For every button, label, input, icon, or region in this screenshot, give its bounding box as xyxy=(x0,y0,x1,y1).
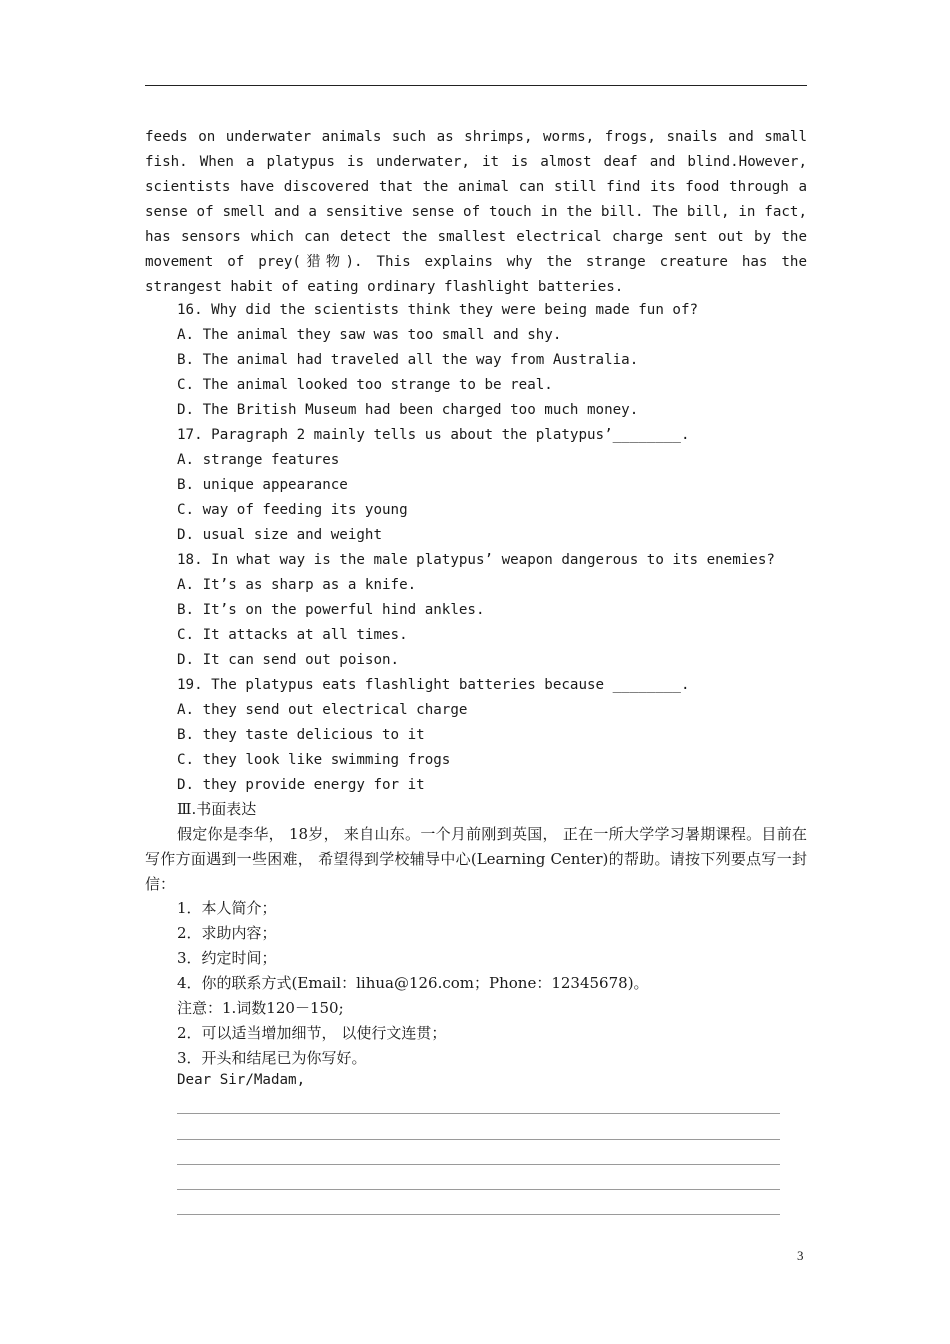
question-19-stem: 19. The platypus eats flashlight batteries because ________. xyxy=(177,677,690,693)
question-17-stem: 17. Paragraph 2 mainly tells us about the platypus’________. xyxy=(177,427,690,443)
question-16-option-b: B. The animal had traveled all the way from Australia. xyxy=(177,352,639,368)
answer-line[interactable] xyxy=(177,1139,780,1140)
question-17-option-a: A. strange features xyxy=(177,452,340,468)
question-19-option-c: C. they look like swimming frogs xyxy=(177,752,451,768)
answer-line[interactable] xyxy=(177,1113,780,1114)
writing-point-2: 2．求助内容； xyxy=(177,924,277,942)
passage-text: feeds on underwater animals such as shrimps, worms, frogs, snails and small fish. When a platypus is underwater, it is almost deaf and blind.However, scientists have discovered that the animal can still find its food through a sense of smell and a sensitive sense of touch in the bill. The bill, in fact, has sensors which can detect the smallest electrical charge sent out by the movement of prey(猎物). This explains why the strange creature has the strangest habit of eating ordinary flashlight batteries. xyxy=(145,129,807,295)
header-rule xyxy=(145,85,807,86)
question-19-option-d: D. they provide energy for it xyxy=(177,777,425,793)
question-19-option-a: A. they send out electrical charge xyxy=(177,702,468,718)
writing-point-3: 3．约定时间； xyxy=(177,949,277,967)
writing-point-1: 1．本人简介； xyxy=(177,899,277,917)
question-16-option-d: D. The British Museum had been charged too much money. xyxy=(177,402,639,418)
answer-line[interactable] xyxy=(177,1189,780,1190)
question-19-option-b: B. they taste delicious to it xyxy=(177,727,425,743)
writing-task xyxy=(145,822,807,897)
question-18-stem: 18. In what way is the male platypus’ weapon dangerous to its enemies? xyxy=(177,552,775,568)
question-17-option-d: D. usual size and weight xyxy=(177,527,382,543)
section-heading-writing: Ⅲ.书面表达 xyxy=(177,800,257,818)
question-16-stem: 16. Why did the scientists think they were being made fun of? xyxy=(177,302,699,318)
question-18-option-b: B. It’s on the powerful hind ankles. xyxy=(177,602,485,618)
question-17-option-b: B. unique appearance xyxy=(177,477,348,493)
answer-line[interactable] xyxy=(177,1214,780,1215)
reading-passage xyxy=(145,125,807,300)
writing-note-2: 2．可以适当增加细节， 以使行文连贯； xyxy=(177,1024,447,1042)
question-17-option-c: C. way of feeding its young xyxy=(177,502,408,518)
question-16-option-a: A. The animal they saw was too small and shy. xyxy=(177,327,562,343)
letter-greeting: Dear Sir/Madam, xyxy=(177,1072,306,1088)
question-18-option-d: D. It can send out poison. xyxy=(177,652,400,668)
page-number: 3 xyxy=(797,1248,804,1263)
question-18-option-c: C. It attacks at all times. xyxy=(177,627,408,643)
question-18-option-a: A. It’s as sharp as a knife. xyxy=(177,577,417,593)
writing-point-4: 4．你的联系方式(Email：lihua@126.com；Phone：12345678)。 xyxy=(177,974,649,992)
writing-task-text: 假定你是李华， 18岁， 来自山东。一个月前刚到英国， 正在一所大学学习暑期课程。目前在写作方面遇到一些困难， 希望得到学校辅导中心(Learning Center)的帮助。请按下列要点写一封信： xyxy=(145,825,807,893)
question-16-option-c: C. The animal looked too strange to be real. xyxy=(177,377,553,393)
answer-line[interactable] xyxy=(177,1164,780,1165)
writing-note-1: 注意：1.词数120－150; xyxy=(177,999,344,1017)
writing-note-3: 3．开头和结尾已为你写好。 xyxy=(177,1049,367,1067)
